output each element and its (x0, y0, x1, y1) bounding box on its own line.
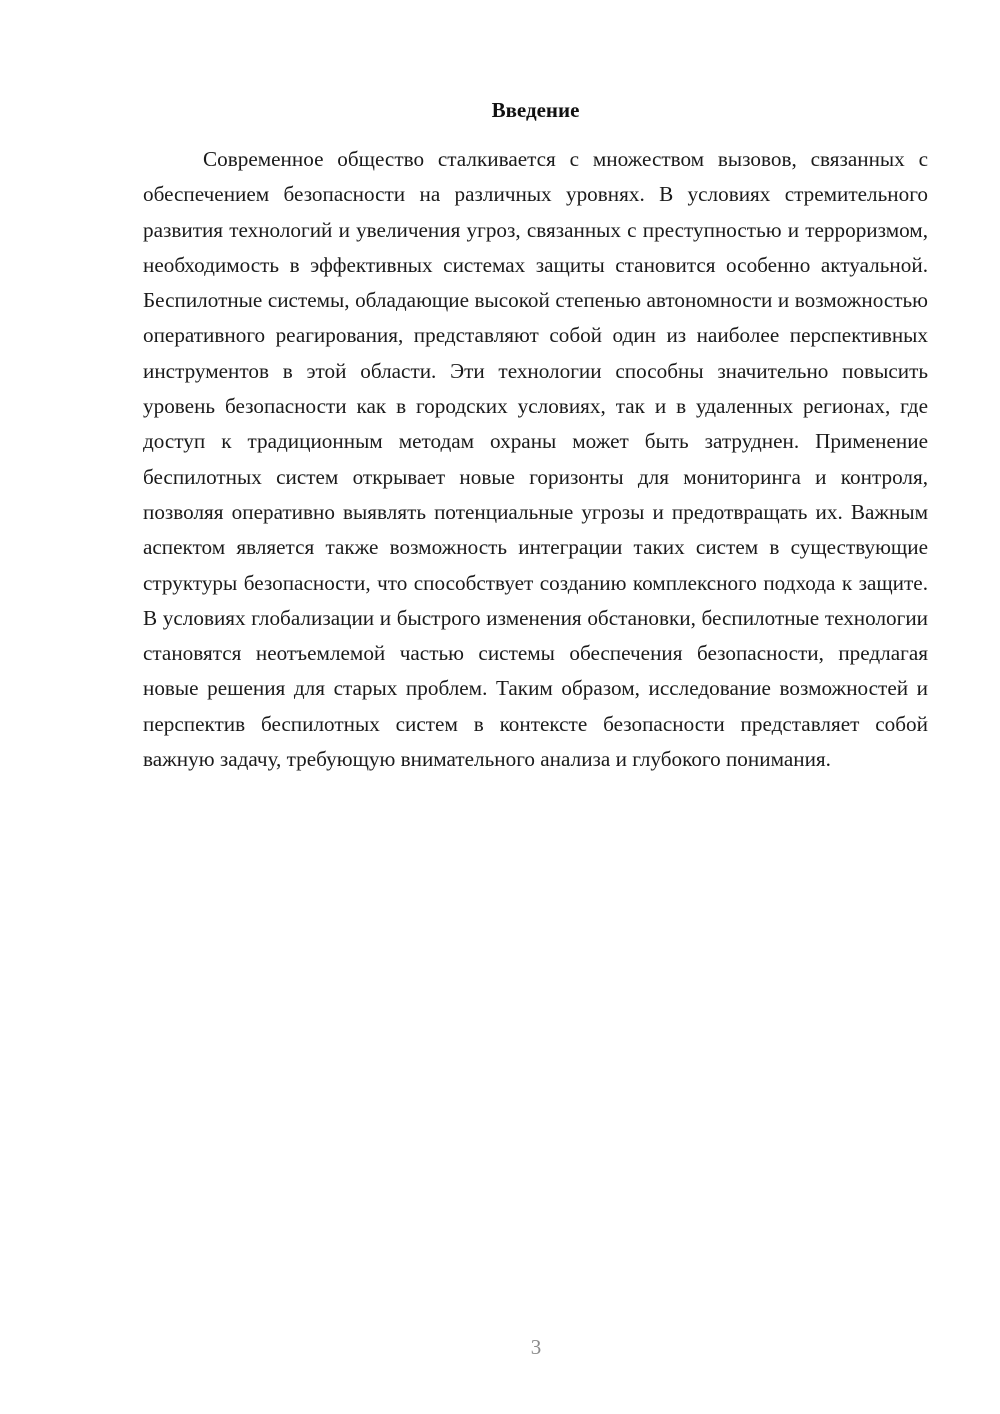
section-heading: Введение (491, 98, 580, 122)
body-paragraph: Современное общество сталкивается с множеством вызовов, связанных с обеспечением безопасности на различных уровнях. В условиях стремительного развития технологий и увеличения угроз, связанных с преступностью и терроризмом, необходимость в эффективных системах защиты становится особенно актуальной. Беспилотные системы, обладающие высокой степенью автономности и возможностью оперативного реагирования, представляют собой один из наиболее перспективных инструментов в этой области. Эти технологии способны значительно повысить уровень безопасности как в городских условиях, так и в удаленных регионах, где доступ к традиционным методам охраны может быть затруднен. Применение беспилотных систем открывает новые горизонты для мониторинга и контроля, позволяя оперативно выявлять потенциальные угрозы и предотвращать их. Важным аспектом является также возможность интеграции таких систем в существующие структуры безопасности, что способствует созданию комплексного подхода к защите. В условиях глобализации и быстрого изменения обстановки, беспилотные технологии становятся неотъемлемой частью системы обеспечения безопасности, предлагая новые решения для старых проблем. Таким образом, исследование возможностей и перспектив беспилотных систем в контексте безопасности представляет собой важную задачу, требующую внимательного анализа и глубокого понимания. (143, 147, 928, 772)
page-number: 3 (530, 1335, 542, 1359)
